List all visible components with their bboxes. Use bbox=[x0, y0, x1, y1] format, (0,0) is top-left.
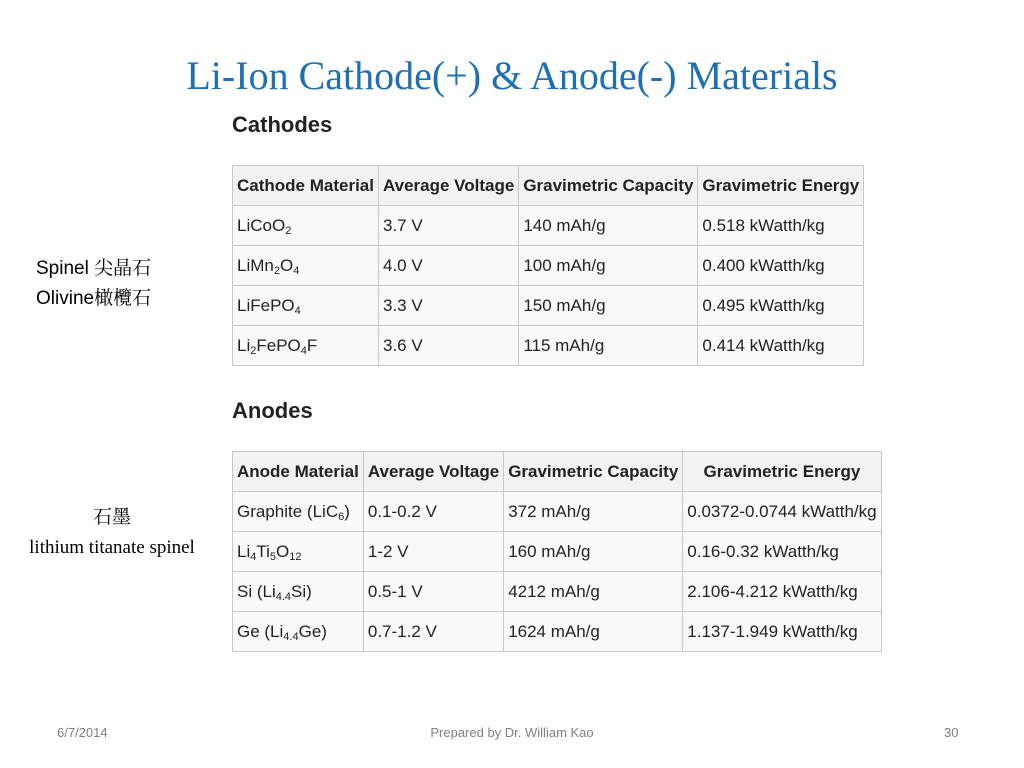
material-cell: Ge $(Li_{4.4}Ge)$ bbox=[233, 612, 364, 652]
energy-cell: 0.518 kWatth/kg bbox=[698, 206, 864, 246]
energy-cell: 0.16-0.32 kWatth/kg bbox=[683, 532, 881, 572]
olivine-note: Olivine橄欖石 bbox=[36, 288, 152, 309]
material-cell: Si $(Li_{4.4}Si)$ bbox=[233, 572, 364, 612]
table-row bbox=[233, 612, 882, 652]
column-header-material: Cathode Material bbox=[233, 166, 379, 206]
capacity-cell: 160 mAh/g bbox=[504, 532, 683, 572]
voltage-cell: 3.3 V bbox=[378, 286, 518, 326]
capacity-cell: 1624 mAh/g bbox=[504, 612, 683, 652]
voltage-cell: 3.6 V bbox=[378, 326, 518, 366]
capacity-cell: 4212 mAh/g bbox=[504, 572, 683, 612]
voltage-cell: 0.5-1 V bbox=[363, 572, 503, 612]
anodes-header-row bbox=[233, 452, 882, 492]
material-cell: $Li_2FePO_4F$ bbox=[233, 326, 379, 366]
table-row bbox=[233, 572, 882, 612]
column-header-capacity: Gravimetric Capacity bbox=[504, 452, 683, 492]
footer-page-number: 30 bbox=[944, 725, 959, 740]
slide-title: Li-Ion Cathode(+) & Anode(-) Materials bbox=[186, 53, 838, 98]
material-cell: LiFePO$_4$ bbox=[233, 286, 379, 326]
capacity-cell: 140 mAh/g bbox=[519, 206, 698, 246]
voltage-cell: 0.1-0.2 V bbox=[363, 492, 503, 532]
footer-date: 6/7/2014 bbox=[57, 725, 108, 740]
energy-cell: 0.414 kWatth/kg bbox=[698, 326, 864, 366]
table-row bbox=[233, 532, 882, 572]
anode-notes bbox=[0, 503, 224, 563]
table-row bbox=[233, 206, 864, 246]
column-header-energy: Gravimetric Energy bbox=[698, 166, 864, 206]
column-header-material: Anode Material bbox=[233, 452, 364, 492]
graphite-note: 石墨 bbox=[92, 507, 131, 528]
table-row bbox=[233, 326, 864, 366]
cathodes-heading: Cathodes bbox=[232, 112, 333, 137]
lithium-titanate-note: lithium titanate spinel bbox=[29, 537, 195, 558]
column-header-energy: Gravimetric Energy bbox=[683, 452, 881, 492]
capacity-cell: 100 mAh/g bbox=[519, 246, 698, 286]
material-cell: LiCoO$_2$ bbox=[233, 206, 379, 246]
capacity-cell: 372 mAh/g bbox=[504, 492, 683, 532]
footer-author: Prepared by Dr. William Kao bbox=[430, 725, 594, 740]
material-cell: $Li_4Ti_5O_{12}$ bbox=[233, 532, 364, 572]
anodes-heading: Anodes bbox=[232, 398, 313, 423]
cathodes-header-row bbox=[233, 166, 864, 206]
column-header-voltage: Average Voltage bbox=[378, 166, 518, 206]
spinel-note: Spinel 尖晶石 bbox=[36, 258, 152, 279]
energy-cell: 0.0372-0.0744 kWatth/kg bbox=[683, 492, 881, 532]
voltage-cell: 1-2 V bbox=[363, 532, 503, 572]
energy-cell: 1.137-1.949 kWatth/kg bbox=[683, 612, 881, 652]
table-row bbox=[233, 246, 864, 286]
cathodes-table bbox=[232, 165, 864, 366]
anodes-table bbox=[232, 451, 882, 652]
cathode-structure-notes bbox=[36, 254, 151, 314]
material-cell: $LiMn_2O_4$ bbox=[233, 246, 379, 286]
table-row bbox=[233, 492, 882, 532]
voltage-cell: 4.0 V bbox=[378, 246, 518, 286]
material-cell: Graphite (LiC$_6$) bbox=[233, 492, 364, 532]
voltage-cell: 3.7 V bbox=[378, 206, 518, 246]
energy-cell: 2.106-4.212 kWatth/kg bbox=[683, 572, 881, 612]
capacity-cell: 115 mAh/g bbox=[519, 326, 698, 366]
table-row bbox=[233, 286, 864, 326]
column-header-voltage: Average Voltage bbox=[363, 452, 503, 492]
column-header-capacity: Gravimetric Capacity bbox=[519, 166, 698, 206]
voltage-cell: 0.7-1.2 V bbox=[363, 612, 503, 652]
energy-cell: 0.400 kWatth/kg bbox=[698, 246, 864, 286]
energy-cell: 0.495 kWatth/kg bbox=[698, 286, 864, 326]
capacity-cell: 150 mAh/g bbox=[519, 286, 698, 326]
